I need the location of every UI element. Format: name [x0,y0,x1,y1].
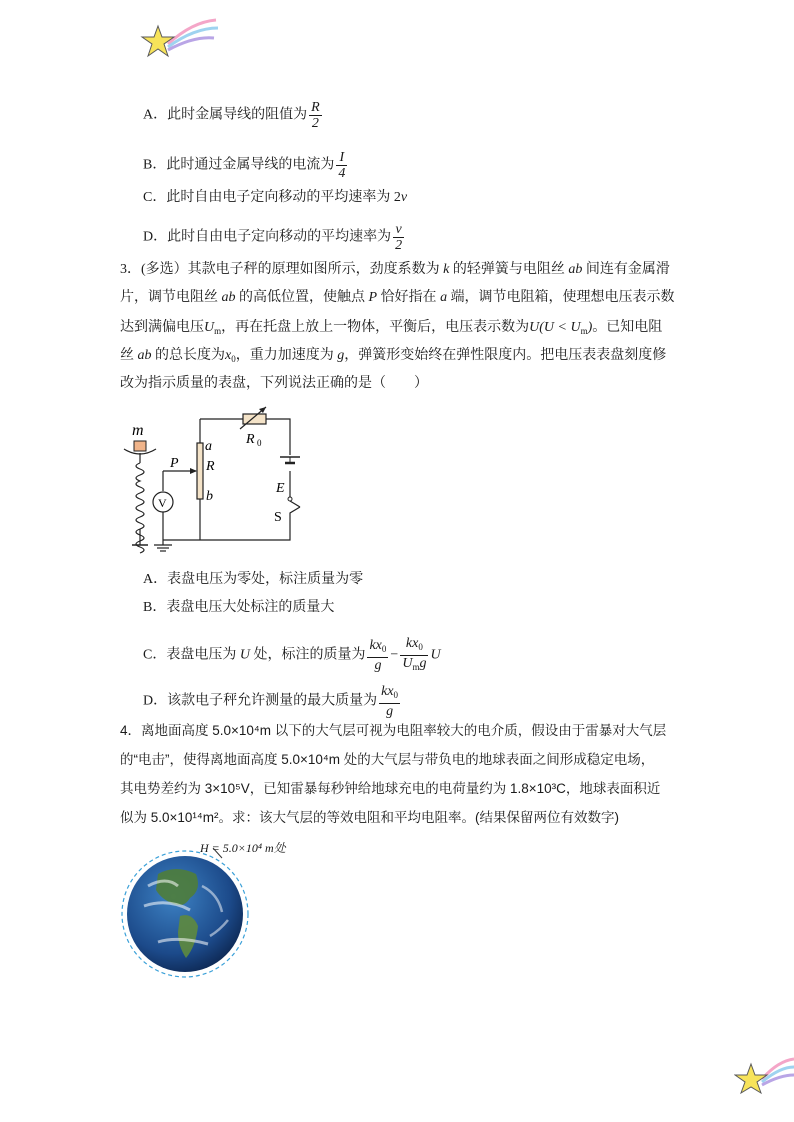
q3-option-c: C．表盘电压为 U 处，标注的质量为 $\frac{kx_0}{g}$ − $\frac{kx_0}{U_mg}$ U [143,636,441,673]
svg-text:S: S [274,510,282,525]
shooting-star-icon [140,16,220,61]
svg-text:m: m [132,422,144,439]
svg-text:R: R [246,432,255,447]
svg-text:E: E [276,481,285,496]
q4-line-3: 其电势差约为 3×10⁵V，已知雷暴每秒钟给地球充电的电荷量约为 1.8×10³C，地球表面积近 [120,781,661,796]
earth-figure [118,846,253,981]
svg-text:0: 0 [257,438,262,448]
q3-option-b: B．表盘电压大处标注的质量大 [143,600,335,615]
q3-line-4: 丝 ab 的总长度为$x_0$，重力加速度为 g，弹簧形变始终在弹性限度内。把电压表表盘刻度修 [120,348,667,364]
q3-option-d: D．该款电子秤允许测量的最大质量为 $\frac{kx_0}{g}$ [143,684,399,719]
option-a: A．此时金属导线的阻值为 $\frac{R}{2}$ [143,100,320,131]
circuit-diagram [118,405,308,555]
q4-line-1: 4．离地面高度 5.0×10⁴m 以下的大气层可视为电阻率较大的电介质，假设由于雷暴对大气层 [120,723,667,738]
shooting-star-icon [734,1057,794,1097]
q4-line-2: 的“电击”，使得离地面高度 5.0×10⁴m 处的大气层与带负电的地球表面之间形成稳定电场， [120,752,655,767]
resistor-r [197,443,203,499]
mass-block [134,441,146,451]
option-c: C．此时自由电子定向移动的平均速率为 2v [143,190,408,205]
rheostat-r0 [243,414,266,424]
svg-text:R: R [206,459,215,474]
q3-line-1: 3．(多选）其款电子秤的原理如图所示，劲度系数为 k 的轻弹簧与电阻丝 ab 间连有金属滑 [120,262,670,277]
q4-line-4: 似为 5.0×10¹⁴m²。求：该大气层的等效电阻和平均电阻率。(结果保留两位有效数字) [120,810,619,825]
svg-text:V: V [158,496,167,510]
svg-text:b: b [206,489,213,504]
option-b: B．此时通过金属导线的电流为 $\frac{I}{4}$ [143,150,346,181]
option-d: D．此时自由电子定向移动的平均速率为 $\frac{v}{2}$ [143,222,403,253]
q3-line-3: 达到满偏电压$U_m$，再在托盘上放上一物体，平衡后，电压表示数为$U(U < U_m)$。已知电阻 [120,320,663,336]
svg-text:P: P [170,456,179,471]
svg-text:a: a [205,439,212,454]
q3-line-5: 改为指示质量的表盘，下列说法正确的是（ ） [120,376,428,391]
q3-option-a: A．表盘电压为零处，标注质量为零 [143,572,364,587]
earth-height-label: H = 5.0×10⁴ m处 [200,841,286,855]
q3-line-2: 片，调节电阻丝 ab 的高低位置，使触点 P 恰好指在 a 端，调节电阻箱，使理想电压表示数 [120,290,675,305]
